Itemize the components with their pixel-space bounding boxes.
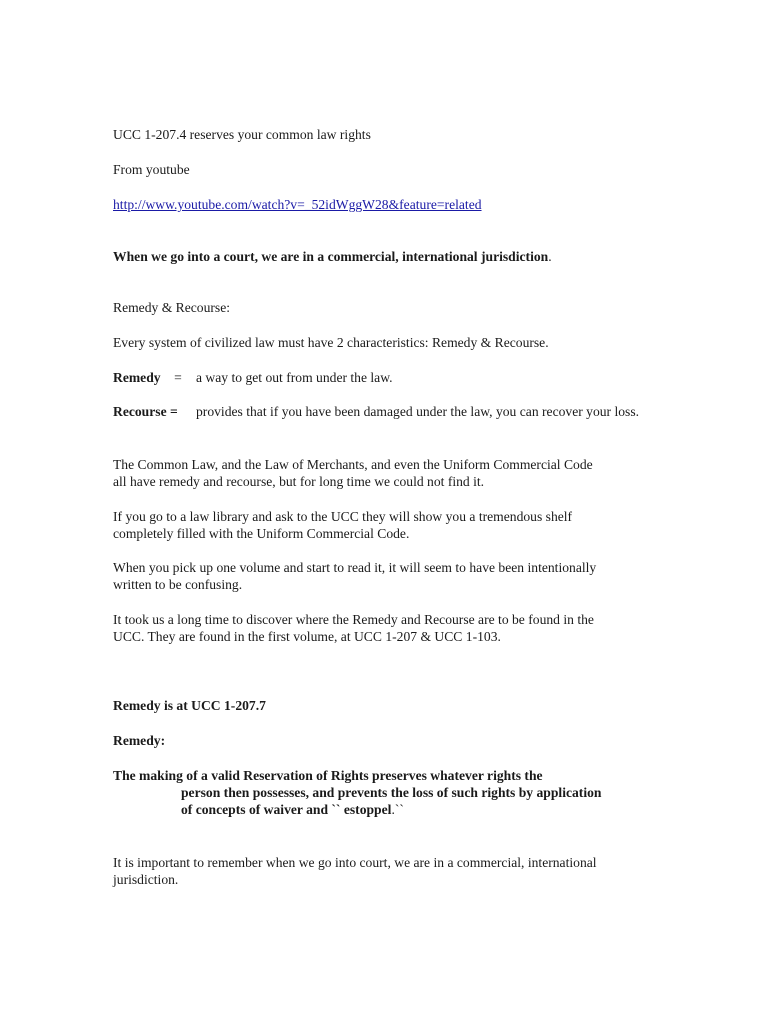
important-reminder-paragraph: It is important to remember when we go into court, we are in a commercial, international jurisdiction.: [113, 855, 597, 887]
youtube-link[interactable]: http://www.youtube.com/watch?v=_52idWggW28&feature=related: [113, 197, 482, 212]
law-library-paragraph: If you go to a law library and ask to the UCC they will show you a tremendous shelf completely filled with the Uniform Commercial Code.: [113, 509, 573, 541]
discovery-paragraph: It took us a long time to discover where the Remedy and Recourse are to be found in the UCC. They are found in the first volume, at UCC 1-207 & UCC 1-103.: [113, 612, 594, 644]
one-volume-paragraph: When you pick up one volume and start to read it, it will seem to have been intentionally written to be confusing.: [113, 560, 597, 592]
court-statement-bold: When we go into a court, we are in a commercial, international jurisdiction: [113, 249, 549, 264]
recourse-definition: [113, 403, 658, 437]
recourse-definition-text: provides that if you have been damaged under the law, you can recover your loss.: [196, 404, 640, 419]
source-line: From youtube: [113, 162, 190, 177]
reservation-of-rights-quote: The making of a valid Reservation of Rights preserves whatever rights the person then possesses, and prevents the loss of such rights by application of concepts of waiver and `` estoppel.``: [113, 768, 602, 817]
youtube-link-line: [113, 196, 482, 213]
common-law-paragraph: The Common Law, and the Law of Merchants, and even the Uniform Commercial Code all have remedy and recourse, but for long time we could not find it.: [113, 457, 593, 489]
remedy-recourse-heading: Remedy & Recourse:: [113, 300, 231, 315]
court-statement: [113, 248, 552, 265]
remedy-definition: [113, 369, 658, 386]
remedy-subheading: Remedy:: [113, 733, 166, 748]
document-title: UCC 1-207.4 reserves your common law rights: [113, 127, 371, 142]
remedy-definition-text: a way to get out from under the law.: [196, 370, 393, 385]
remedy-definition-label: Remedy =: [113, 370, 182, 385]
characteristics-paragraph: Every system of civilized law must have 2 characteristics: Remedy & Recourse.: [113, 335, 549, 350]
court-statement-period: .: [548, 249, 552, 264]
recourse-definition-label: Recourse =: [113, 404, 178, 419]
remedy-location-heading: Remedy is at UCC 1-207.7: [113, 698, 266, 713]
